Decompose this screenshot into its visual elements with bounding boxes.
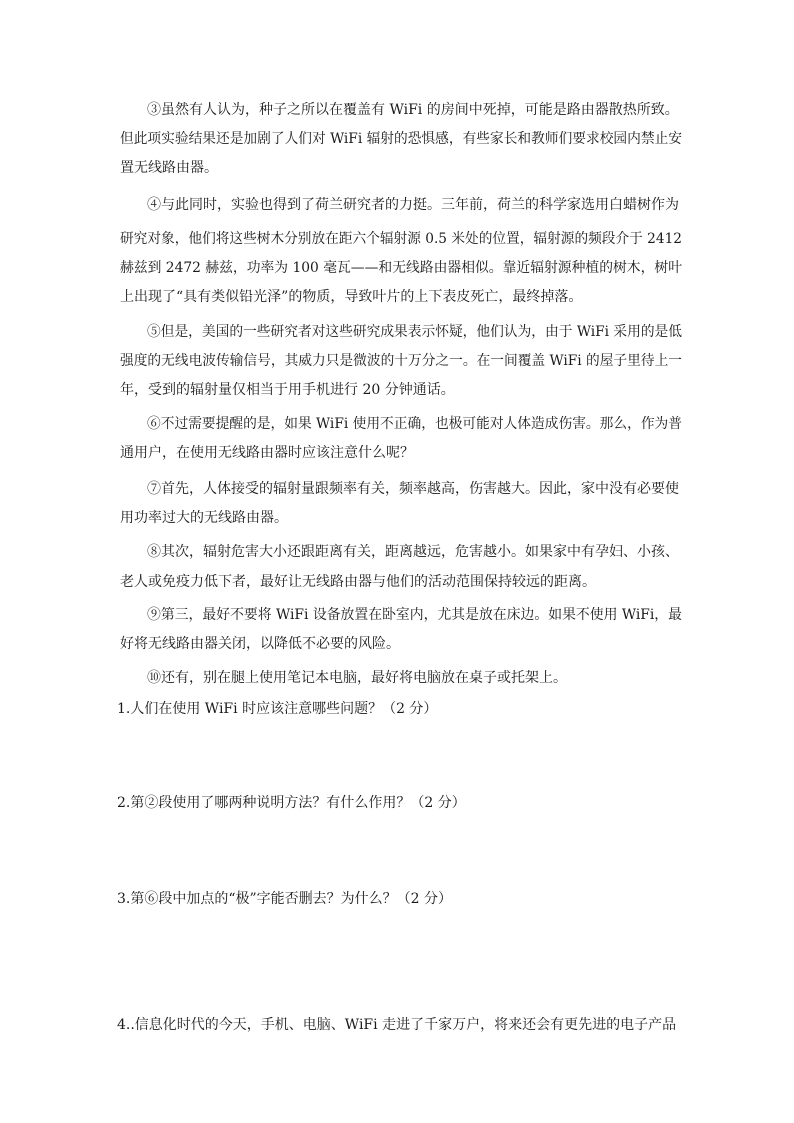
question-1: 1.人们在使用 WiFi 时应该注意哪些问题？（2 分） [117,701,438,717]
paragraph-line: 但此项实验结果还是加剧了人们对 WiFi 辐射的恐惧感，有些家长和教师们要求校园内禁止安 [120,131,682,147]
paragraph-line: 赫兹到 2472 赫兹，功率为 100 毫瓦——和无线路由器相似。靠近辐射源种植的树木，树叶 [120,260,682,276]
paragraph-line: 研究对象，他们将这些树木分别放在距六个辐射源 0.5 米处的位置，辐射源的频段介于 2412 [120,231,682,247]
paragraph-line: ⑧其次，辐射危害大小还跟距离有关，距离越远，危害越小。如果家中有孕妇、小孩、 [147,544,679,560]
paragraph-line: 置无线路由器。 [120,160,218,176]
paragraph-line: 强度的无线电波传输信号，其威力只是微波的十万分之一。在一间覆盖 WiFi 的屋子里待上一 [120,353,682,369]
paragraph-line: ③虽然有人认为，种子之所以在覆盖有 WiFi 的房间中死掉，可能是路由器散热所致。 [147,102,679,118]
paragraph-line: ⑨第三，最好不要将 WiFi 设备放置在卧室内，尤其是放在床边。如果不使用 WiFi，最 [147,607,682,623]
paragraph-line: ⑤但是，美国的一些研究者对这些研究成果表示怀疑，他们认为，由于 WiFi 采用的是低 [147,324,682,340]
paragraph-line: ⑦首先，人体接受的辐射量跟频率有关，频率越高，伤害越大。因此，家中没有必要使 [147,481,679,497]
question-2: 2.第②段使用了哪两种说明方法？有什么作用？（2 分） [117,795,466,811]
paragraph-line: 好将无线路由器关闭，以降低不必要的风险。 [120,636,400,652]
paragraph-line: ⑥不过需要提醒的是，如果 WiFi 使用不正确，也极可能对人体造成伤害。那么，作为普 [147,416,682,432]
paragraph-line: ④与此同时，实验也得到了荷兰研究者的力挺。三年前，荷兰的科学家选用白蜡树作为 [147,197,679,213]
paragraph-line: 老人或免疫力低下者，最好让无线路由器与他们的活动范围保持较远的距离。 [120,574,596,590]
paragraph-line: ⑩还有，别在腿上使用笔记本电脑，最好将电脑放在桌子或托架上。 [147,670,567,686]
paragraph-line: 通用户，在使用无线路由器时应该注意什么呢？ [120,445,414,461]
question-4: 4..信息化时代的今天，手机、电脑、WiFi 走进了千家万户，将来还会有更先进的电子产品 [117,1017,677,1033]
paragraph-line: 用功率过大的无线路由器。 [120,510,288,526]
question-3: 3.第⑥段中加点的“极”字能否删去？为什么？（2 分） [117,891,453,907]
paragraph-line: 年，受到的辐射量仅相当于用手机进行 20 分钟通话。 [120,382,455,398]
paragraph-line: 上出现了“具有类似铅光泽”的物质，导致叶片的上下表皮死亡，最终掉落。 [120,289,583,305]
